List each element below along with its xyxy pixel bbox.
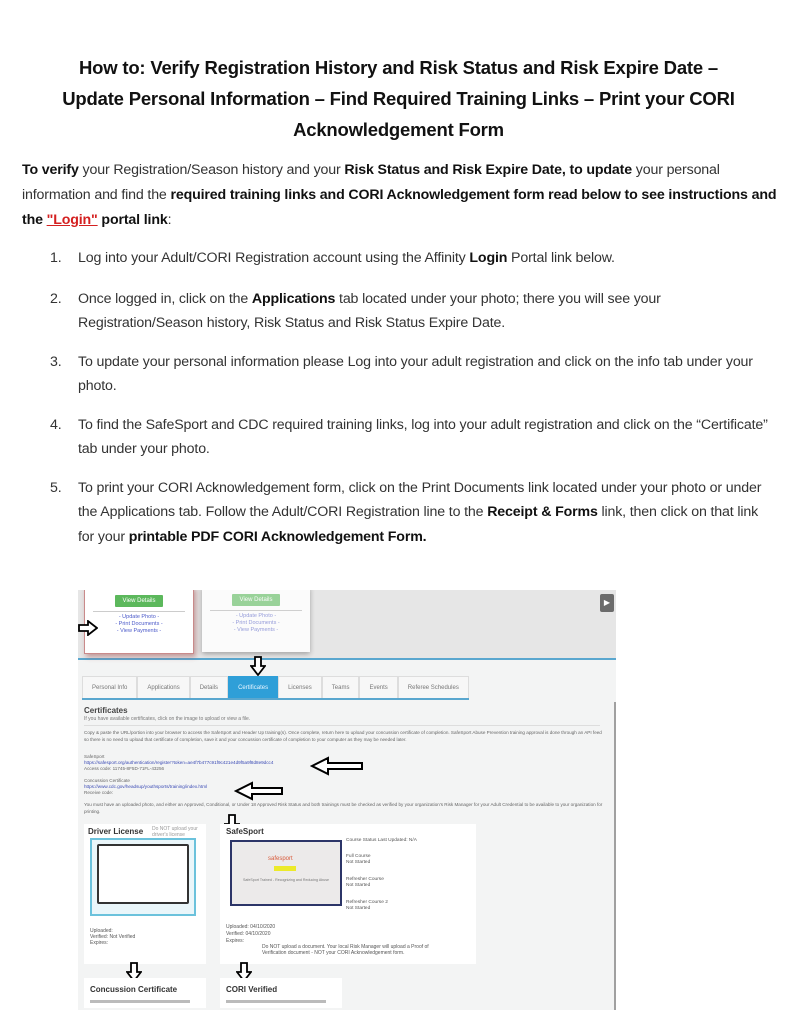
step-number: 4. [50,416,62,433]
intro-colon: : [167,212,172,228]
intro-paragraph [22,158,782,233]
profile-band [78,590,616,660]
tab-events[interactable]: Events [359,676,397,698]
profile-card [202,590,310,652]
intro-bold-portal: portal link [97,212,168,228]
course-name: Refresher Course [346,877,384,882]
safesport-url-link[interactable]: https://safesport.org/authentication/register?token=ae4f7b477c91f9c421e4d9f5a9f8d8e9dcc4 [84,760,274,765]
cori-verified-title: CORI Verified [226,985,278,994]
course-status: Not Started [346,906,371,911]
certificates-heading: Certificates [84,706,128,715]
certificate-text: SafeSport Trained - Recognizing and Reducing Abuse [242,878,330,882]
dl-expires: Expires: [90,940,109,946]
profile-tabs [82,676,469,700]
course-name: Refresher Course 2 [346,900,388,905]
intro-text: your personal information and find the [22,162,720,203]
step-text: tab located under your photo; there you will see your Registration/Season history, Risk Status and Risk Status Expire Date. [78,290,661,331]
print-documents-link[interactable]: - Print Documents - [232,620,280,626]
update-photo-link[interactable]: - Update Photo - [235,613,277,619]
title-line-2: Update Personal Information – Find Required Training Links – Print your CORI [62,88,735,109]
step-bold: printable PDF CORI Acknowledgement Form. [128,528,427,545]
dl-verified: Verified: Not Verified [90,934,136,940]
access-code: Access code: 11745-8F5D-71FL-43256 [84,766,165,771]
step-bold: Login [469,250,508,266]
intro-bold-verify: To verify [22,162,79,178]
dl-uploaded: Uploaded: [90,928,113,934]
step-text: Once logged in, click on the [78,290,252,307]
concussion-certificate-card [84,978,206,1008]
step-number: 5. [50,479,62,496]
safesport-certificate-image[interactable] [230,840,342,906]
divider [84,725,600,726]
step-number: 3. [50,353,62,370]
tab-details[interactable]: Details [190,676,228,698]
credential-note: You must have an uploaded photo, and either an Approved, Conditional, or Under 18 Approved Risk Status and both trainings must be checked as verified by your organization's Risk Manager for your Adult Credential to be available to your organization for printing. [84,802,603,814]
step-item [50,246,770,271]
concussion-url-link[interactable]: https://www.cdc.gov/headsup/youthsports/training/index.html [84,784,208,789]
step-item [50,287,770,336]
safesport-label: SafeSport [84,754,105,759]
receive-code: Receive code: [84,790,114,795]
step-text: To update your personal information please Log into your adult registration and click on the info tab under your photo. [78,353,753,394]
step-bold: Applications [251,290,336,307]
driver-license-image[interactable] [90,838,196,916]
tab-applications[interactable]: Applications [137,676,189,698]
tab-licenses[interactable]: Licenses [278,676,322,698]
concussion-certificate-title: Concussion Certificate [90,985,178,994]
concussion-label: Concussion Certificate [84,778,130,783]
course-status: Not Started [346,883,371,888]
left-arrow-icon [310,756,364,776]
login-portal-link[interactable]: "Login" [46,212,98,228]
course-status: Not Started [346,860,371,865]
driver-license-title: Driver License [88,827,144,836]
step-text: To find the SafeSport and CDC required training links, log into your adult registration and click on the “Certificate” tab under your photo. [78,416,768,457]
step-text: Log into your Adult/CORI Registration account using the Affinity [78,250,470,266]
ss-uploaded: Uploaded: 04/10/2020 [226,924,276,930]
certificates-panel [78,702,616,1010]
step-text: To print your CORI Acknowledgement form, click on the Print Documents link located under your photo or under the Applications tab. Follow the Adult/CORI Registration line to the [78,479,762,520]
step-item [50,413,770,462]
intro-bold-risk: Risk Status and Risk Expire Date, to update [344,162,632,178]
certificates-instructions: Copy & paste the URL/portion into your browser to access the SafeSport and Header Up training(s). Once complete, return here to upload your concussion certificate of completion. SafeSport Abuse Prevention training approval is done through an API feed so there is no need to upload that certificate of completion, save it and your concussion certificate of completion to your computer as they may be needed later. [84,730,602,742]
tab-certificates[interactable]: Certificates [228,676,278,698]
course-status-header: Course Status Last Updated: N/A [346,838,417,843]
ss-verified: Verified: 04/10/2020 [226,931,271,937]
play-icon[interactable]: ▶ [600,594,614,612]
step-item [50,350,770,399]
cori-note: Do NOT upload a document. Your local Risk Manager will upload a Proof of Verification document - NOT your CORI Acknowledgement form. [262,944,429,956]
cori-verified-card [220,978,342,1008]
step-text: link, then click on that link for your [78,504,759,545]
instruction-steps [50,246,770,549]
driver-license-note: Do NOT upload your driver's license [152,826,198,838]
tab-referee-schedules[interactable]: Referee Schedules [398,676,469,698]
view-details-button[interactable]: View Details [232,594,281,606]
down-arrow-icon [250,656,266,676]
ss-expires: Expires: [226,938,245,944]
title-line-1: How to: Verify Registration History and Risk Status and Risk Expire Date – [78,57,719,78]
tab-teams[interactable]: Teams [322,676,360,698]
embedded-screenshot [78,590,616,1010]
step-item [50,476,770,550]
view-payments-link[interactable]: - View Payments - [233,627,279,633]
highlight-mark [274,866,296,871]
left-arrow-icon [234,781,284,801]
intro-bold-training: required training links and CORI Acknowledgement form read below to see instructions and the [22,187,777,228]
update-photo-link[interactable]: - Update Photo - [118,614,160,620]
print-documents-link[interactable]: - Print Documents - [115,621,163,627]
profile-card [84,590,194,654]
document-title [20,52,777,145]
intro-text: your Registration/Season history and your [78,162,345,178]
view-payments-link[interactable]: - View Payments - [116,628,162,634]
course-name: Full Course [346,854,371,859]
step-text: Portal link below. [507,250,615,266]
step-bold: Receipt & Forms [487,504,598,520]
tab-personal-info[interactable]: Personal Info [82,676,137,698]
safesport-title: SafeSport [226,827,264,836]
safesport-card [220,824,476,964]
safesport-logo: safesport [268,856,293,862]
driver-license-card [84,824,206,964]
step-number: 1. [50,250,62,266]
title-line-3: Acknowledgement Form [293,119,504,140]
step-number: 2. [50,290,62,307]
view-details-button[interactable]: View Details [115,595,164,607]
right-arrow-icon [78,620,98,636]
certificates-subtitle: If you have available certificates, click on the image to upload or view a file. [84,716,251,722]
